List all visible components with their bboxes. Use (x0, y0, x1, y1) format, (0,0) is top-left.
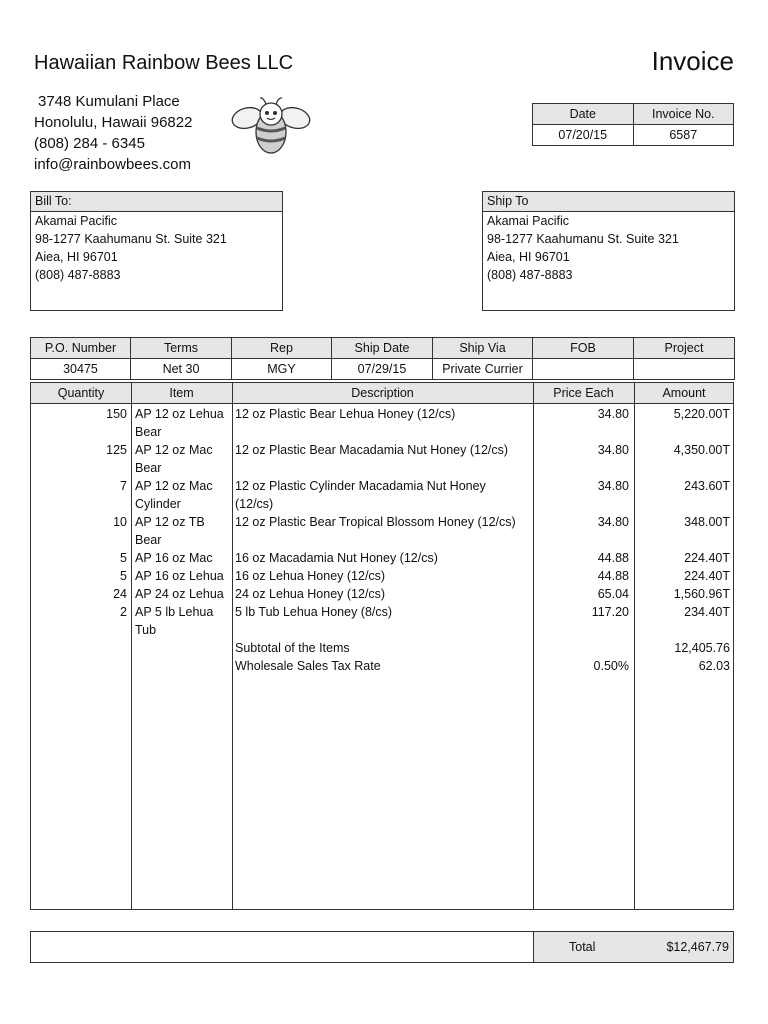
item-description: 24 oz Lehua Honey (12/cs) (235, 587, 386, 601)
company-name: Hawaiian Rainbow Bees LLC (34, 52, 294, 74)
project (634, 359, 735, 380)
company-email: info@rainbowbees.com (34, 156, 191, 173)
fob (533, 359, 634, 380)
item-amount: 62.03 (698, 659, 730, 673)
item-description: Subtotal of the Items (235, 641, 350, 655)
item-name: AP 16 oz Lehua (135, 569, 224, 583)
item-amount: 12,405.76 (674, 641, 730, 655)
item-description: 16 oz Lehua Honey (12/cs) (235, 569, 386, 583)
item-amount: 4,350.00T (673, 443, 730, 457)
invoice-no-label: Invoice No. (633, 104, 733, 125)
po-number-header: P.O. Number (31, 338, 131, 359)
item-quantity: 5 (120, 569, 127, 583)
item-description: 5 lb Tub Lehua Honey (8/cs) (235, 605, 393, 619)
item-description: 12 oz Plastic Bear Macadamia Nut Honey (12/cs) (235, 443, 509, 457)
project-header: Project (634, 338, 735, 359)
fob-header: FOB (533, 338, 634, 359)
item-price-each: 65.04 (597, 587, 629, 601)
item-quantity: 24 (113, 587, 127, 601)
item-name: AP 12 oz Mac (135, 479, 213, 493)
item-description: 12 oz Plastic Bear Lehua Honey (12/cs) (235, 407, 456, 421)
bill-to-line: Akamai Pacific (35, 214, 117, 228)
item-description: 12 oz Plastic Bear Tropical Blossom Honey (12/cs) (235, 515, 516, 529)
terms-header: Terms (131, 338, 232, 359)
ship-to-line: Aiea, HI 96701 (487, 250, 570, 264)
column-divider (31, 383, 132, 909)
po-number: 30475 (31, 359, 131, 380)
item-quantity: 125 (106, 443, 127, 457)
item-quantity: 10 (113, 515, 127, 529)
item-amount: 348.00T (684, 515, 730, 529)
item-price-each: 34.80 (597, 407, 629, 421)
rep-header: Rep (232, 338, 332, 359)
item-amount: 5,220.00T (673, 407, 730, 421)
rep: MGY (232, 359, 332, 380)
item-name: AP 12 oz Lehua (135, 407, 224, 421)
ship-to-line: Akamai Pacific (487, 214, 569, 228)
item-quantity: 7 (120, 479, 127, 493)
item-name: Bear (135, 425, 162, 439)
ship-via-header: Ship Via (433, 338, 533, 359)
ship-to-line: (808) 487-8883 (487, 268, 573, 282)
item-quantity: 2 (120, 605, 127, 619)
item-price-each: 34.80 (597, 479, 629, 493)
ship-date: 07/29/15 (332, 359, 433, 380)
bill-to-box (30, 191, 283, 311)
ship-to-box (482, 191, 735, 311)
item-name: AP 12 oz TB (135, 515, 205, 529)
item-name: AP 12 oz Mac (135, 443, 213, 457)
item-description: 12 oz Plastic Cylinder Macadamia Nut Honey (235, 479, 486, 493)
document-title: Invoice (651, 46, 734, 76)
item-quantity: 5 (120, 551, 127, 565)
item-header: Item (169, 386, 194, 400)
item-price-each: 34.80 (597, 443, 629, 457)
date-invoice-table (532, 103, 734, 146)
item-amount: 224.40T (684, 551, 730, 565)
item-price-each: 44.88 (597, 551, 629, 565)
ship-via: Private Currier (433, 359, 533, 380)
address-line-1: 3748 Kumulani Place (38, 93, 180, 110)
company-address (34, 91, 192, 175)
line-items-table (30, 382, 734, 910)
amount-header: Amount (662, 386, 706, 400)
item-price-each: 34.80 (597, 515, 629, 529)
item-amount: 243.60T (684, 479, 730, 493)
price-each-header: Price Each (553, 386, 614, 400)
item-price-each: 0.50% (593, 659, 629, 673)
item-description: (12/cs) (235, 497, 274, 511)
item-name: Cylinder (135, 497, 181, 511)
invoice-number: 6587 (633, 125, 733, 146)
bill-to-line: (808) 487-8883 (35, 268, 121, 282)
item-quantity: 150 (106, 407, 127, 421)
bill-to-line: Aiea, HI 96701 (35, 250, 118, 264)
ship-date-header: Ship Date (332, 338, 433, 359)
item-name: Bear (135, 461, 162, 475)
item-amount: 1,560.96T (673, 587, 730, 601)
invoice-date: 07/20/15 (533, 125, 634, 146)
item-amount: 234.40T (684, 605, 730, 619)
bill-to-line: 98-1277 Kaahumanu St. Suite 321 (35, 232, 227, 246)
total-row (30, 931, 734, 963)
item-description: 16 oz Macadamia Nut Honey (12/cs) (235, 551, 438, 565)
item-name: AP 5 lb Lehua (135, 605, 214, 619)
item-name: AP 24 oz Lehua (135, 587, 224, 601)
address-line-2: Honolulu, Hawaii 96822 (34, 114, 193, 131)
total-value: $12,467.79 (666, 940, 729, 954)
bee-icon (230, 94, 312, 158)
item-amount: 224.40T (684, 569, 730, 583)
ship-to-line: 98-1277 Kaahumanu St. Suite 321 (487, 232, 679, 246)
item-name: Tub (135, 623, 157, 637)
item-name: AP 16 oz Mac (135, 551, 213, 565)
total-label: Total (569, 940, 596, 954)
terms: Net 30 (131, 359, 232, 380)
date-label: Date (533, 104, 634, 125)
description-header: Description (351, 386, 414, 400)
item-name: Bear (135, 533, 162, 547)
quantity-header: Quantity (57, 386, 105, 400)
bill-to-label: Bill To: (31, 192, 282, 212)
column-divider (533, 383, 635, 909)
company-phone: (808) 284 - 6345 (34, 135, 145, 152)
item-price-each: 44.88 (597, 569, 629, 583)
item-price-each: 117.20 (591, 605, 629, 619)
order-info-table (30, 337, 735, 380)
ship-to-label: Ship To (483, 192, 734, 212)
item-description: Wholesale Sales Tax Rate (235, 659, 381, 673)
